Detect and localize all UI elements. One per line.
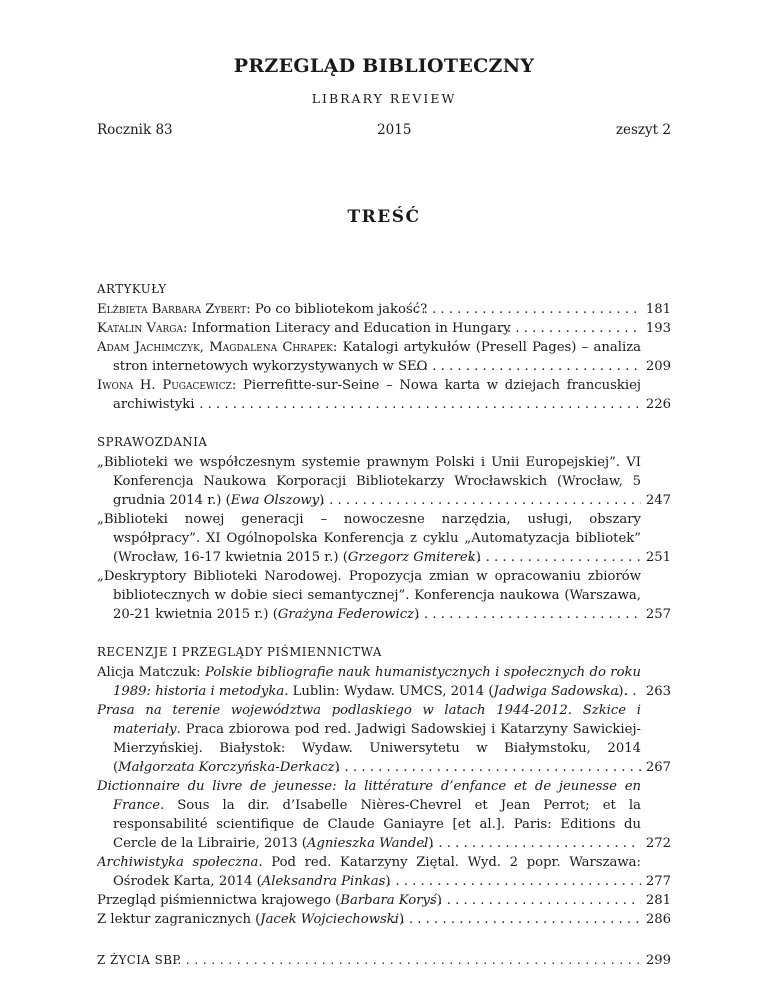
section-heading: SPRAWOZDANIA: [97, 435, 208, 449]
entry-tail: ) . . .: [399, 912, 404, 927]
year-label: 2015: [377, 122, 412, 138]
entry-reviewer: Aleksandra Pinkas: [261, 874, 386, 889]
section-heading: Z ŻYCIA SBP . . .: [97, 953, 181, 967]
entry-tail: ) . . .: [385, 874, 390, 889]
entry-reviewer: Agnieszka Wandel: [306, 836, 429, 851]
toc-entry: [97, 777, 671, 853]
entry-page: 251: [641, 548, 671, 567]
entry-reviewer: Małgorzata Korczyńska-Derkacz: [118, 760, 335, 775]
toc-entry: [97, 300, 671, 319]
entry-details: . Praca zbiorowa pod red. Jadwigi Sadowskiej i Katarzyny Sawickiej-Mierzyńskiej. Białystok: Wydaw. Uniwersytetu w Białymstoku, 2014 (: [113, 722, 641, 775]
entry-author: Iwona H. Pugacewicz: [97, 378, 232, 393]
entry-reviewer: Grażyna Federowicz: [277, 607, 415, 622]
toc-entry: [97, 891, 671, 910]
entry-title: Archiwistyka społeczna.: [97, 855, 263, 870]
entry-details: . Sous la dir. d’Isabelle Nières-Chevrel et Jean Perrot; et la responsabilité scientifique de Claude Ganiayre [et al.]. Paris: Editions du Cercle de la Librairie, 2013 (: [113, 798, 641, 851]
journal-subtitle: LIBRARY REVIEW: [311, 91, 457, 106]
entry-page: 263: [641, 682, 671, 701]
entry-title: : Katalogi artykułów (Presell Pages) – analiza stron internetowych wykorzystywanych w SEO . . .: [113, 340, 641, 374]
entry-title: „Biblioteki we współczesnym systemie prawnym Polski i Unii Europejskiej”. VI Konferencja Naukowa Korporacji Bibliotekarzy Wrocławskich (Wrocław, 5 grudnia 2014 r.) (: [97, 455, 641, 508]
section-heading: ARTYKUŁY: [97, 282, 167, 296]
entry-tail: ) . . .: [476, 550, 481, 565]
section-reports: [97, 433, 671, 624]
entry-reviewer: Jacek Wojciechowski: [260, 912, 399, 927]
entry-author: Katalin Varga: [97, 321, 183, 336]
entry-title: Dictionnaire du livre de jeunesse: la littérature d’enfance et de jeunesse en France: [97, 779, 641, 813]
entry-title: Przegląd piśmiennictwa krajowego (: [97, 893, 341, 908]
entry-reviewer: Ewa Olszowy: [230, 493, 320, 508]
entry-title: : Information Literacy and Education in Hungary . . .: [183, 321, 511, 336]
entry-title: Polskie bibliografie nauk humanistycznych i społecznych do roku 1989: historia i metodyka: [113, 665, 641, 699]
entry-title: : Pierrefitte-sur-Seine – Nowa karta w dziejach francuskiej archiwistyki . . .: [113, 378, 641, 412]
journal-title: PRZEGLĄD BIBLIOTECZNY: [233, 55, 535, 77]
volume-label: Rocznik 83: [97, 122, 173, 138]
entry-tail: ). . . .: [618, 684, 627, 699]
entry-tail: ) . . .: [414, 607, 419, 622]
toc-entry: [97, 453, 671, 510]
toc-title: TREŚĆ: [347, 207, 421, 227]
entry-tail: ) . . .: [319, 493, 324, 508]
entry-page: 209: [641, 357, 671, 376]
entry-page: 226: [641, 395, 671, 414]
toc-entry: [97, 663, 671, 701]
toc-entry: [97, 951, 671, 970]
section-articles: [97, 280, 671, 414]
entry-details: Pod red. Katarzyny Ziętal. Wyd. 2 popr. Warszawa: Ośrodek Karta, 2014 (: [113, 855, 641, 889]
entry-page: 247: [641, 491, 671, 510]
toc-entry: [97, 376, 671, 414]
entry-reviewer: Grzegorz Gmiterek: [347, 550, 476, 565]
issue-label: zeszyt 2: [615, 122, 671, 138]
table-of-contents: [97, 280, 671, 989]
issue-line: [97, 122, 671, 138]
entry-author: Adam Jachimczyk, Magdalena Chrapek: [97, 340, 333, 355]
entry-page: 299: [641, 951, 671, 970]
toc-entry: [97, 701, 671, 777]
entry-page: 257: [641, 605, 671, 624]
section-sbp-life: [97, 951, 671, 970]
entry-title: : Po co bibliotekom jakość? . . .: [246, 302, 427, 317]
toc-entry: [97, 853, 671, 891]
entry-page: 181: [641, 300, 671, 319]
entry-page: 281: [641, 891, 671, 910]
entry-reviewer: Barbara Koryś: [340, 893, 437, 908]
entry-tail: ) . . .: [428, 836, 433, 851]
entry-author: Alicja Matczuk:: [97, 665, 206, 680]
entry-author: Elżbieta Barbara Zybert: [97, 302, 247, 317]
entry-tail: ) . . .: [335, 760, 340, 775]
entry-tail: ) . . .: [437, 893, 442, 908]
entry-title: Z lektur zagranicznych (: [97, 912, 261, 927]
entry-details: . Lublin: Wydaw. UMCS, 2014 (: [284, 684, 494, 699]
entry-page: 286: [641, 910, 671, 929]
entry-title: Prasa na terenie województwa podlaskiego w latach 1944-2012. Szkice i materiały: [97, 703, 641, 737]
entry-page: 272: [641, 834, 671, 853]
entry-page: 277: [641, 872, 671, 891]
toc-entry: [97, 319, 671, 338]
section-reviews: [97, 643, 671, 929]
toc-entry: [97, 567, 671, 624]
section-heading: RECENZJE I PRZEGLĄDY PIŚMIENNICTWA: [97, 645, 382, 659]
entry-title: „Deskryptory Biblioteki Narodowej. Propozycja zmian w opracowaniu zbiorów bibliotecznych w dobie sieci semantycznej”. Konferencja naukowa (Warszawa, 20-21 kwietnia 2015 r.) (: [97, 569, 641, 622]
entry-page: 193: [641, 319, 671, 338]
entry-title: „Biblioteki nowej generacji – nowoczesne narzędzia, usługi, obszary współpracy”. XI Ogólnopolska Konferencja z cyklu „Automatyzacja bibliotek” (Wrocław, 16-17 kwietnia 2015 r.) (: [97, 512, 641, 565]
entry-reviewer: Jadwiga Sadowska: [493, 684, 619, 699]
entry-page: 267: [641, 758, 671, 777]
toc-entry: [97, 910, 671, 929]
toc-entry: [97, 510, 671, 567]
toc-entry: [97, 338, 671, 376]
